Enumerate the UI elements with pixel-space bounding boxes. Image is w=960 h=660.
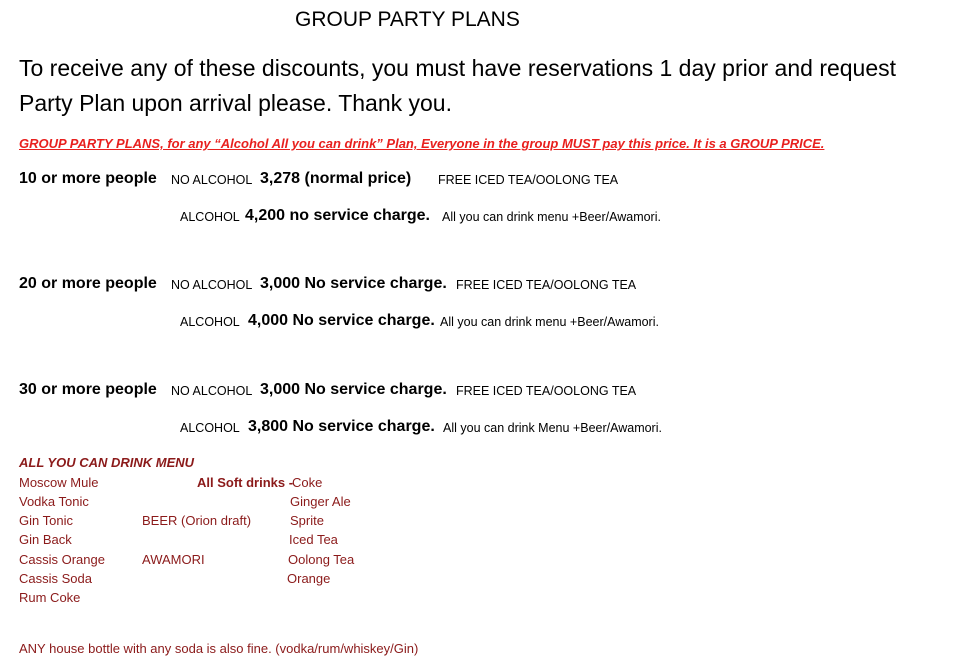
- cocktail-item: Cassis Orange: [19, 552, 105, 567]
- cocktail-item: Gin Back: [19, 532, 72, 547]
- soft-drink-item: Sprite: [290, 513, 324, 528]
- plan-group-label: 20 or more people: [19, 275, 157, 292]
- no-alcohol-label: NO ALCOHOL: [171, 173, 253, 187]
- awamori-item: AWAMORI: [142, 552, 205, 567]
- no-alcohol-note: FREE ICED TEA/OOLONG TEA: [438, 173, 619, 187]
- no-alcohol-price: 3,000 No service charge.: [260, 275, 447, 292]
- soft-drink-item: Iced Tea: [289, 532, 338, 547]
- intro-line-1: To receive any of these discounts, you must have reservations 1 day prior and request: [19, 55, 897, 81]
- drink-menu-heading: ALL YOU CAN DRINK MENU: [19, 455, 195, 470]
- soft-drink-item: Oolong Tea: [288, 552, 355, 567]
- no-alcohol-note: FREE ICED TEA/OOLONG TEA: [456, 384, 637, 398]
- cocktail-item: Cassis Soda: [19, 571, 92, 586]
- soft-drink-item: Orange: [287, 571, 331, 586]
- soft-drink-item: Ginger Ale: [290, 494, 351, 509]
- alcohol-label: ALCOHOL: [180, 421, 240, 435]
- intro-line-2: Party Plan upon arrival please. Thank you.: [19, 90, 452, 116]
- alcohol-note: All you can drink menu +Beer/Awamori.: [440, 315, 659, 329]
- cocktail-item: Moscow Mule: [19, 475, 99, 490]
- cocktail-item: Rum Coke: [19, 590, 81, 605]
- footer-note: ANY house bottle with any soda is also fine. (vodka/rum/whiskey/Gin): [19, 641, 419, 656]
- alcohol-price: 4,000 No service charge.: [248, 312, 435, 329]
- alcohol-note: All you can drink Menu +Beer/Awamori.: [443, 421, 662, 435]
- cocktail-item: Gin Tonic: [19, 513, 73, 528]
- group-price-warning: GROUP PARTY PLANS, for any “Alcohol All you can drink” Plan, Everyone in the group MUST pay this price. It is a GROUP PRICE.: [19, 136, 825, 151]
- no-alcohol-note: FREE ICED TEA/OOLONG TEA: [456, 278, 637, 292]
- cocktail-item: Vodka Tonic: [19, 494, 89, 509]
- soft-drink-item: Coke: [292, 475, 323, 490]
- alcohol-price: 4,200 no service charge.: [245, 207, 430, 224]
- alcohol-label: ALCOHOL: [180, 315, 240, 329]
- no-alcohol-label: NO ALCOHOL: [171, 278, 253, 292]
- soft-drinks-label: All Soft drinks -: [197, 475, 294, 490]
- no-alcohol-price: 3,278 (normal price): [260, 170, 412, 187]
- plan-group-label: 10 or more people: [19, 170, 157, 187]
- alcohol-label: ALCOHOL: [180, 210, 240, 224]
- no-alcohol-price: 3,000 No service charge.: [260, 381, 447, 398]
- alcohol-price: 3,800 No service charge.: [248, 418, 435, 435]
- no-alcohol-label: NO ALCOHOL: [171, 384, 253, 398]
- plan-group-label: 30 or more people: [19, 381, 157, 398]
- beer-item: BEER (Orion draft): [142, 513, 252, 528]
- page-title: GROUP PARTY PLANS: [295, 8, 520, 31]
- alcohol-note: All you can drink menu +Beer/Awamori.: [442, 210, 661, 224]
